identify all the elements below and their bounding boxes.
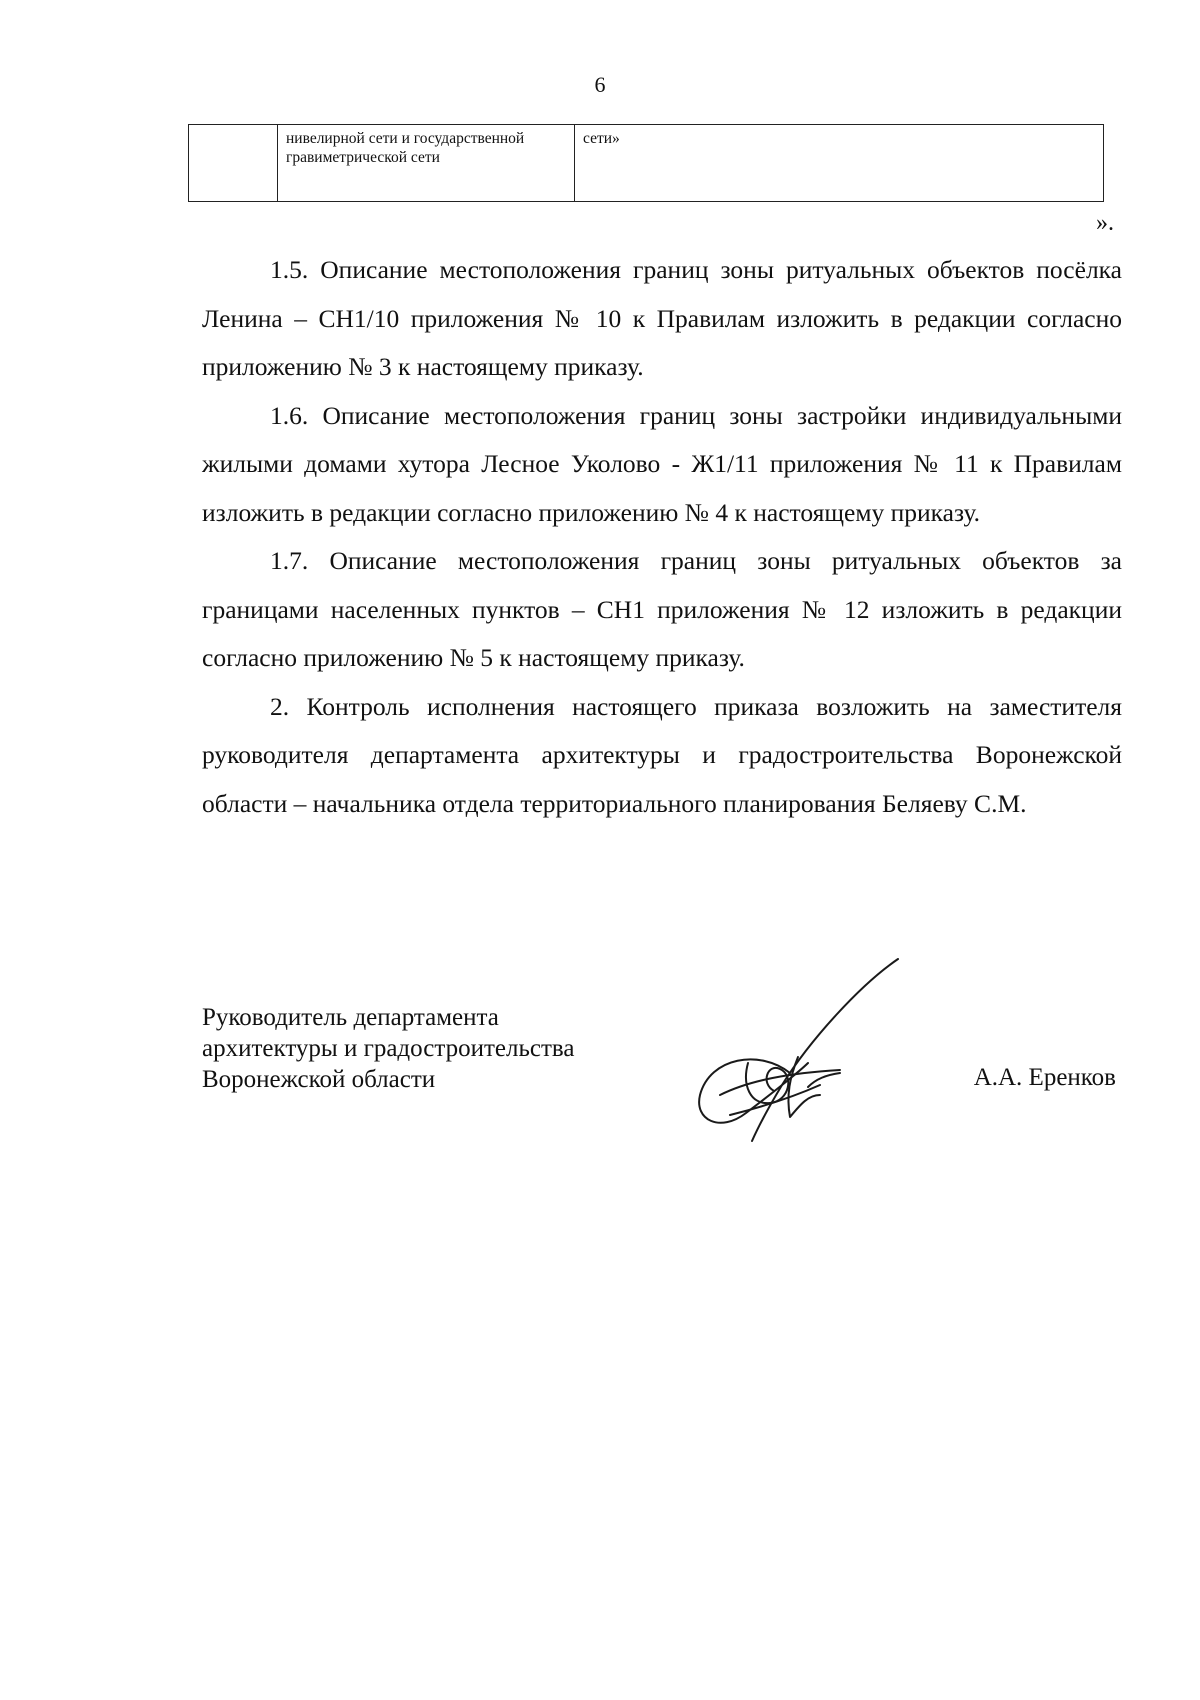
- signatory-title-line: архитектуры и градостроительства: [202, 1035, 575, 1062]
- paragraph-1-6: 1.6. Описание местоположения границ зоны застройки индивидуальными жилыми домами хутора Лесное Уколово - Ж1/11 приложения № 11 к Правилам изложить в редакции согласно приложению № 4 к настоящему приказу.: [202, 400, 1122, 527]
- table-cell-name: нивелирной сети и государственной гравиметрической сети: [278, 125, 575, 202]
- signatory-title-line: Воронежской области: [202, 1066, 436, 1093]
- document-body: [202, 246, 1122, 828]
- table-cell-description: сети»: [575, 125, 1104, 202]
- signatory-title: [202, 1002, 574, 1095]
- handwritten-signature: [690, 945, 910, 1165]
- paragraph-2: 2. Контроль исполнения настоящего приказа возложить на заместителя руководителя департамента архитектуры и градостроительства Воронежской области – начальника отдела территориального планирования Беляеву С.М.: [202, 691, 1122, 818]
- paragraph-1-5: 1.5. Описание местоположения границ зоны ритуальных объектов посёлка Ленина – СН1/10 приложения № 10 к Правилам изложить в редакции согласно приложению № 3 к настоящему приказу.: [202, 255, 1122, 381]
- paragraph-1-7: 1.7. Описание местоположения границ зоны ритуальных объектов за границами населенных пунктов – СН1 приложения № 12 изложить в редакции согласно приложению № 5 к настоящему приказу.: [202, 546, 1122, 672]
- signatory-title-line: Руководитель департамента: [202, 1004, 499, 1031]
- table-cell-number: [189, 125, 278, 202]
- closing-quote: ».: [1096, 210, 1114, 236]
- table-row: [189, 125, 1104, 202]
- continuation-table: [188, 124, 1104, 202]
- page-number: 6: [594, 72, 606, 97]
- signer-name: А.А. Еренков: [973, 1064, 1116, 1091]
